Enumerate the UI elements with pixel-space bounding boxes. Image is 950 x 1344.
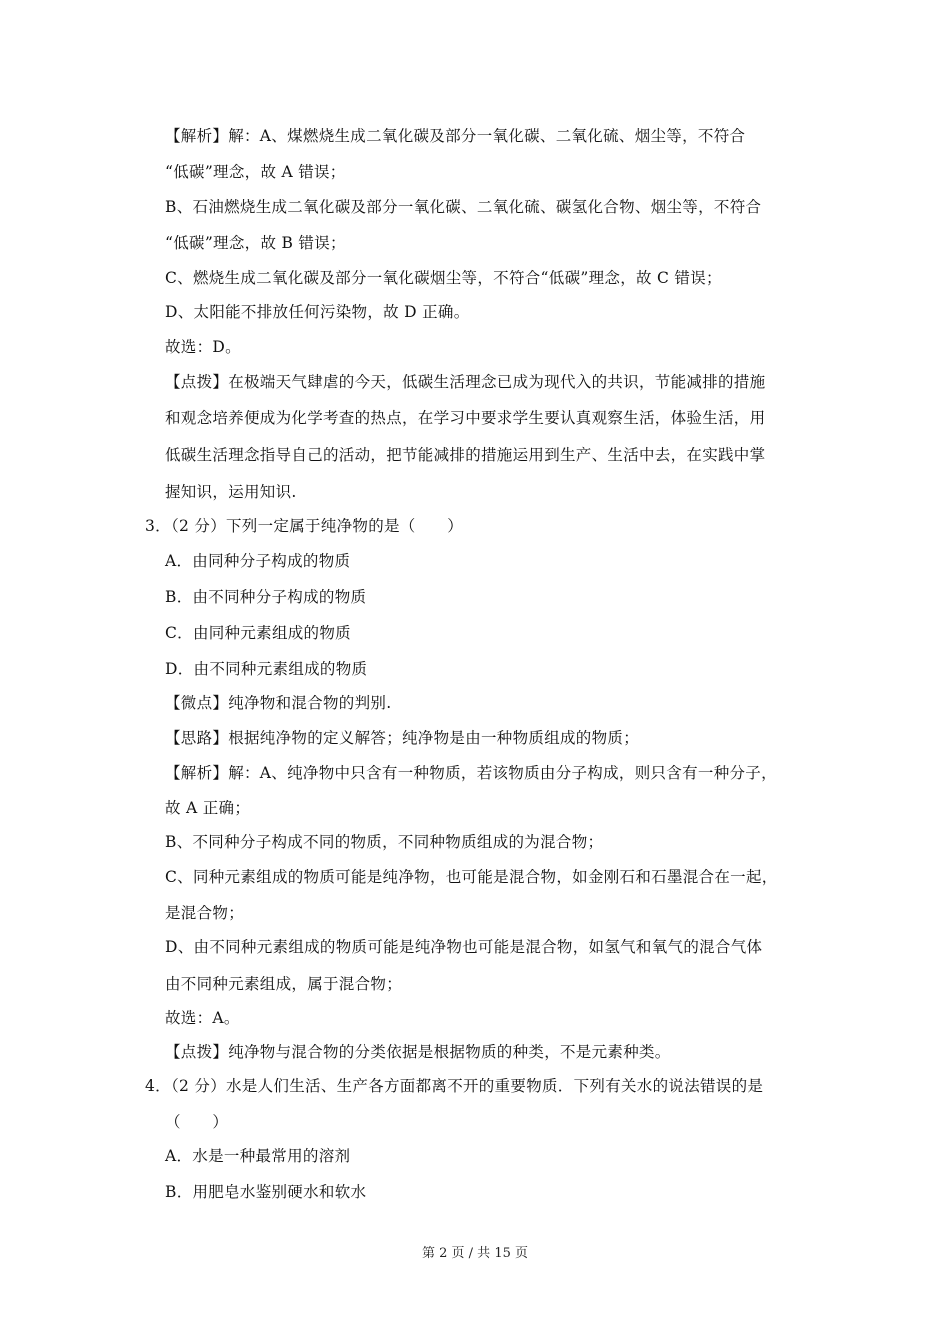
q3-option-b: B．由不同种分子构成的物质: [165, 588, 367, 606]
q2-option-b-line-1: B、石油燃烧生成二氧化碳及部分一氧化碳、二氧化硫、碳氢化合物、烟尘等，不符合: [165, 198, 762, 216]
q3-answer: 故选：A。: [165, 1009, 240, 1027]
q4-stem: 4．（2 分）水是人们生活、生产各方面都离不开的重要物质．下列有关水的说法错误的是: [145, 1077, 764, 1095]
q2-tip-line-4: 握知识，运用知识.: [165, 483, 297, 501]
q3-option-d-explanation-1: D、由不同种元素组成的物质可能是纯净物也可能是混合物，如氢气和氧气的混合气体: [165, 938, 763, 956]
q2-option-c: C、燃烧生成二氧化碳及部分一氧化碳烟尘等，不符合“低碳”理念，故 C 错误；: [165, 269, 722, 287]
q2-tip-line-1: 【点拨】在极端天气肆虐的今天，低碳生活理念已成为现代入的共识，节能减排的措施: [165, 373, 766, 391]
q3-tip: 【点拨】纯净物与混合物的分类依据是根据物质的种类，不是元素种类。: [165, 1043, 671, 1061]
q3-option-c-explanation-2: 是混合物；: [165, 904, 245, 922]
q4-option-a: A．水是一种最常用的溶剂: [165, 1147, 351, 1165]
q2-tip-line-2: 和观念培养便成为化学考查的热点，在学习中要求学生要认真观察生活，体验生活，用: [165, 409, 766, 427]
q3-option-c: C．由同种元素组成的物质: [165, 624, 351, 642]
q3-stem: 3．（2 分）下列一定属于纯净物的是（ ）: [145, 517, 464, 535]
q4-option-b: B．用肥皂水鉴别硬水和软水: [165, 1183, 367, 1201]
q2-analysis-line-1: 【解析】解：A、煤燃烧生成二氧化碳及部分一氧化碳、二氧化硫、烟尘等，不符合: [165, 127, 746, 145]
q3-idea: 【思路】根据纯净物的定义解答；纯净物是由一种物质组成的物质；: [165, 729, 640, 747]
q2-option-b-line-2: “低碳”理念，故 B 错误；: [165, 234, 346, 252]
q3-option-c-explanation-1: C、同种元素组成的物质可能是纯净物，也可能是混合物，如金刚石和石墨混合在一起，: [165, 868, 778, 886]
q3-option-b-explanation: B、不同种分子构成不同的物质，不同种物质组成的为混合物；: [165, 833, 604, 851]
q2-analysis-line-2: “低碳”理念，故 A 错误；: [165, 163, 346, 181]
q2-tip-line-3: 低碳生活理念指导自己的活动，把节能减排的措施运用到生产、生活中去，在实践中掌: [165, 446, 766, 464]
q3-option-a: A．由同种分子构成的物质: [165, 552, 351, 570]
q2-answer: 故选：D。: [165, 338, 241, 356]
q3-point: 【微点】纯净物和混合物的判别.: [165, 694, 392, 712]
q4-answer-blank: （ ）: [165, 1113, 229, 1131]
q3-option-d: D．由不同种元素组成的物质: [165, 660, 368, 678]
q3-analysis-line-1: 【解析】解：A、纯净物中只含有一种物质，若该物质由分子构成，则只含有一种分子，: [165, 764, 777, 782]
q2-option-d: D、太阳能不排放任何污染物，故 D 正确。: [165, 303, 470, 321]
q3-option-d-explanation-2: 由不同种元素组成，属于混合物；: [165, 975, 403, 993]
q3-analysis-line-2: 故 A 正确；: [165, 799, 251, 817]
page-number-footer: 第 2 页 / 共 15 页: [422, 1246, 528, 1261]
